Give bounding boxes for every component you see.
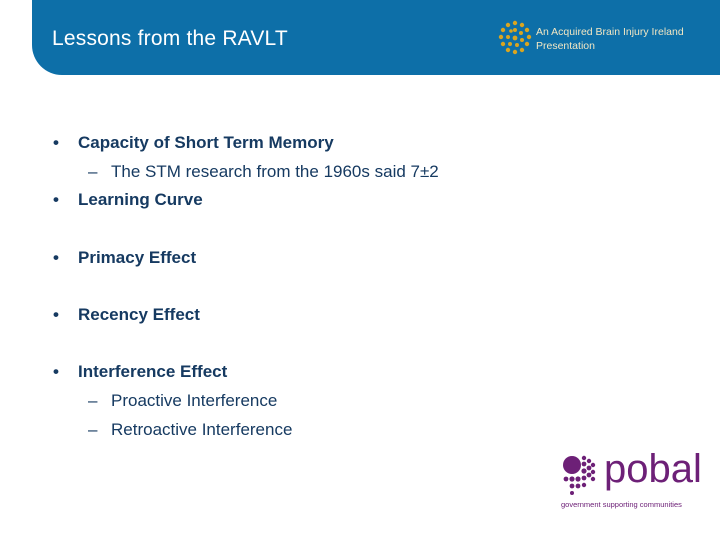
bullet-text: Recency Effect [78,305,200,324]
sub-bullet-text: Proactive Interference [111,391,278,410]
bullet-text: Capacity of Short Term Memory [78,133,334,152]
sub-bullet-marker: – [88,420,98,439]
slide-title: Lessons from the RAVLT [52,27,288,50]
abi-logo-line-1: An Acquired Brain Injury Ireland [536,26,684,38]
sub-bullet-text: The STM research from the 1960s said 7±2 [111,162,439,181]
pobal-tagline: government supporting communities [561,500,682,509]
pobal-emblem-icon [560,453,604,497]
bullet-text: Interference Effect [78,362,228,381]
sub-bullet-marker: – [88,391,98,410]
abi-logo-line-2: Presentation [536,40,595,52]
bullet-marker: • [53,248,59,267]
bullet-marker: • [53,133,59,152]
bullet-marker: • [53,362,59,381]
pobal-wordmark: pobal [604,447,702,491]
sub-bullet-text: Retroactive Interference [111,420,293,439]
sub-bullet-marker: – [88,162,98,181]
bullet-marker: • [53,305,59,324]
bullet-text: Learning Curve [78,190,203,209]
pobal-logo [560,447,702,515]
bullet-marker: • [53,190,59,209]
bullet-text: Primacy Effect [78,248,197,267]
